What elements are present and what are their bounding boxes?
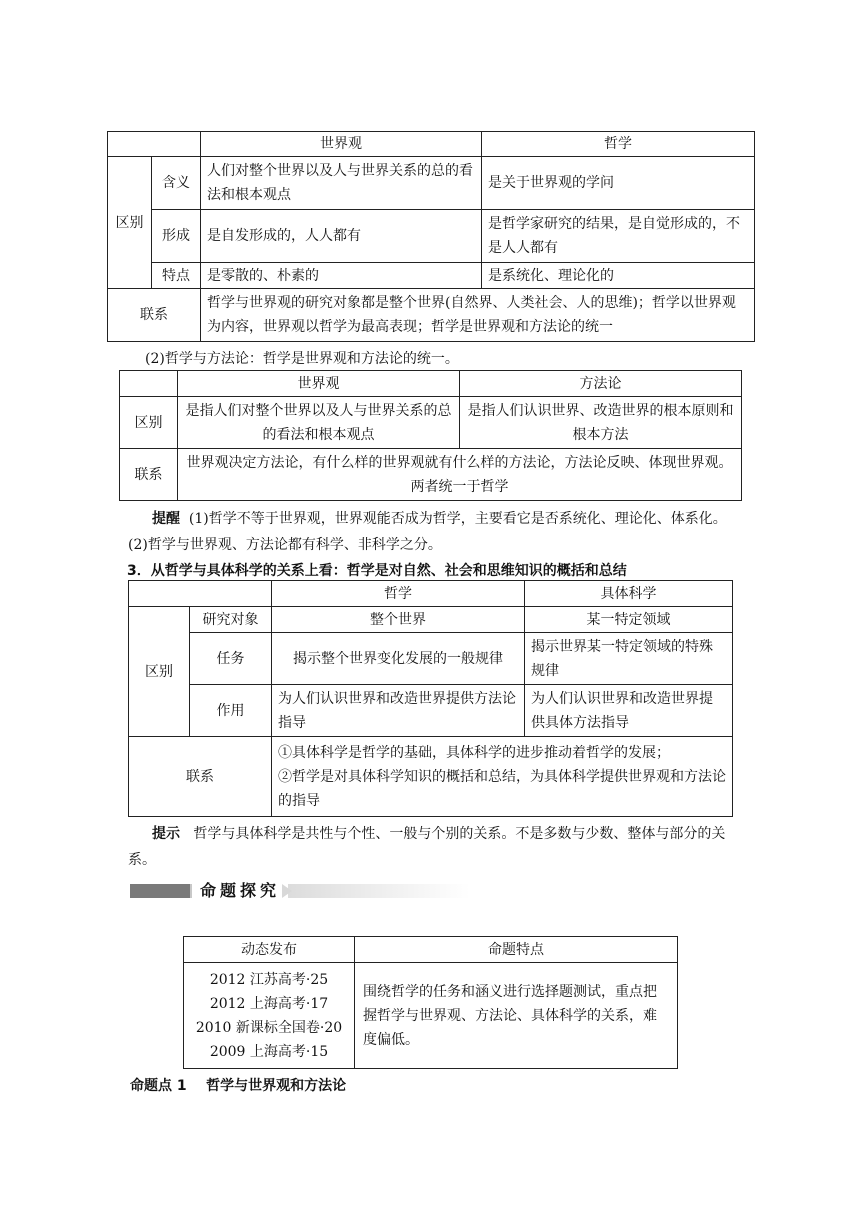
table1-row-label: 含义	[152, 157, 201, 210]
hint-label: 提示	[152, 826, 180, 842]
table1-header-philosophy: 哲学	[482, 132, 755, 157]
table1-cell: 是哲学家研究的结果，是自觉形成的，不是人人都有	[482, 210, 755, 263]
table1-row-label: 特点	[152, 263, 201, 289]
table3-group-label: 区别	[129, 607, 190, 737]
banner-arrow-icon	[282, 884, 292, 898]
section-banner-title: 命题探究	[192, 878, 288, 904]
section2-heading: (2)哲学与方法论：哲学是世界观和方法论的统一。	[145, 351, 459, 367]
table2-cell: 是指人们对整个世界以及人与世界关系的总的看法和根本观点	[178, 397, 460, 449]
table4-exams-cell	[184, 963, 355, 1069]
section3-heading: 3．从哲学与具体科学的关系上看：哲学是对自然、社会和思维知识的概括和总结	[127, 563, 627, 579]
exam-item: 2012 上海高考·17	[209, 995, 329, 1012]
table1-cell: 是零散的、朴素的	[201, 263, 482, 289]
table3-row-label: 研究对象	[190, 607, 272, 633]
reminder-label: 提醒	[152, 511, 180, 527]
table3-row-label: 任务	[190, 633, 272, 685]
table3-link-label: 联系	[129, 737, 272, 817]
table1-cell: 是自发形成的，人人都有	[201, 210, 482, 263]
table3-link-line: ①具体科学是哲学的基础，具体科学的进步推动着哲学的发展；	[278, 744, 670, 761]
table3-cell: 揭示整个世界变化发展的一般规律	[272, 633, 525, 685]
table1-cell: 是系统化、理论化的	[482, 263, 755, 289]
table2-header-methodology: 方法论	[460, 371, 742, 397]
table3-corner	[129, 581, 272, 607]
table1-link-label: 联系	[108, 289, 201, 342]
section-banner-bar	[130, 884, 470, 898]
table3-cell: 揭示世界某一特定领域的特殊规律	[525, 633, 733, 685]
exam-info-table	[183, 936, 678, 1069]
proposition-point-1	[130, 1074, 346, 1098]
table4-header-release: 动态发布	[184, 937, 355, 963]
reminder	[128, 506, 728, 558]
table1-corner	[108, 132, 201, 157]
table1-cell: 是关于世界观的学问	[482, 157, 755, 210]
table1-row-label: 形成	[152, 210, 201, 263]
table3-row-label: 作用	[190, 685, 272, 737]
table4-header-feature: 命题特点	[355, 937, 678, 963]
table2-cell: 是指人们认识世界、改造世界的根本原则和根本方法	[460, 397, 742, 449]
table3-cell: 为人们认识世界和改造世界提供方法论指导	[272, 685, 525, 737]
point1-label: 命题点 1	[130, 1078, 187, 1094]
table2-link-label: 联系	[120, 449, 178, 501]
table4-feature: 围绕哲学的任务和涵义进行选择题测试，重点把握哲学与世界观、方法论、具体科学的关系，难度偏低。	[355, 963, 678, 1069]
philosophy-science-table	[128, 580, 733, 817]
worldview-philosophy-table	[107, 131, 755, 342]
hint	[128, 821, 732, 873]
table2-diff-label: 区别	[120, 397, 178, 449]
worldview-methodology-table	[119, 370, 742, 501]
table3-cell: 某一特定领域	[525, 607, 733, 633]
reminder-text: (1)哲学不等于世界观，世界观能否成为哲学，主要看它是否系统化、理论化、体系化。(2)哲学与世界观、方法论都有科学、非科学之分。	[128, 511, 727, 553]
table1-cell: 人们对整个世界以及人与世界关系的总的看法和根本观点	[201, 157, 482, 210]
table3-link-line: ②哲学是对具体科学知识的概括和总结，为具体科学提供世界观和方法论的指导	[278, 768, 726, 809]
table3-link-cell	[272, 737, 733, 817]
table2-corner	[120, 371, 178, 397]
table1-header-worldview: 世界观	[201, 132, 482, 157]
point1-title: 哲学与世界观和方法论	[206, 1078, 347, 1094]
table1-group-label: 区别	[108, 157, 152, 289]
table3-cell: 为人们认识世界和改造世界提供具体方法指导	[525, 685, 733, 737]
exam-item: 2012 江苏高考·25	[209, 971, 329, 988]
hint-text: 哲学与具体科学是共性与个性、一般与个别的关系。不是多数与少数、整体与部分的关系。	[128, 826, 726, 868]
table2-link-text: 世界观决定方法论，有什么样的世界观就有什么样的方法论，方法论反映、体现世界观。两者统一于哲学	[178, 449, 742, 501]
table3-header-science: 具体科学	[525, 581, 733, 607]
table3-cell: 整个世界	[272, 607, 525, 633]
table3-header-philosophy: 哲学	[272, 581, 525, 607]
table1-link-text: 哲学与世界观的研究对象都是整个世界(自然界、人类社会、人的思维)；哲学以世界观为内容，世界观以哲学为最高表现；哲学是世界观和方法论的统一	[201, 289, 755, 342]
table2-header-worldview: 世界观	[178, 371, 460, 397]
exam-item: 2009 上海高考·15	[209, 1043, 329, 1060]
exam-item: 2010 新课标全国卷·20	[195, 1019, 343, 1036]
